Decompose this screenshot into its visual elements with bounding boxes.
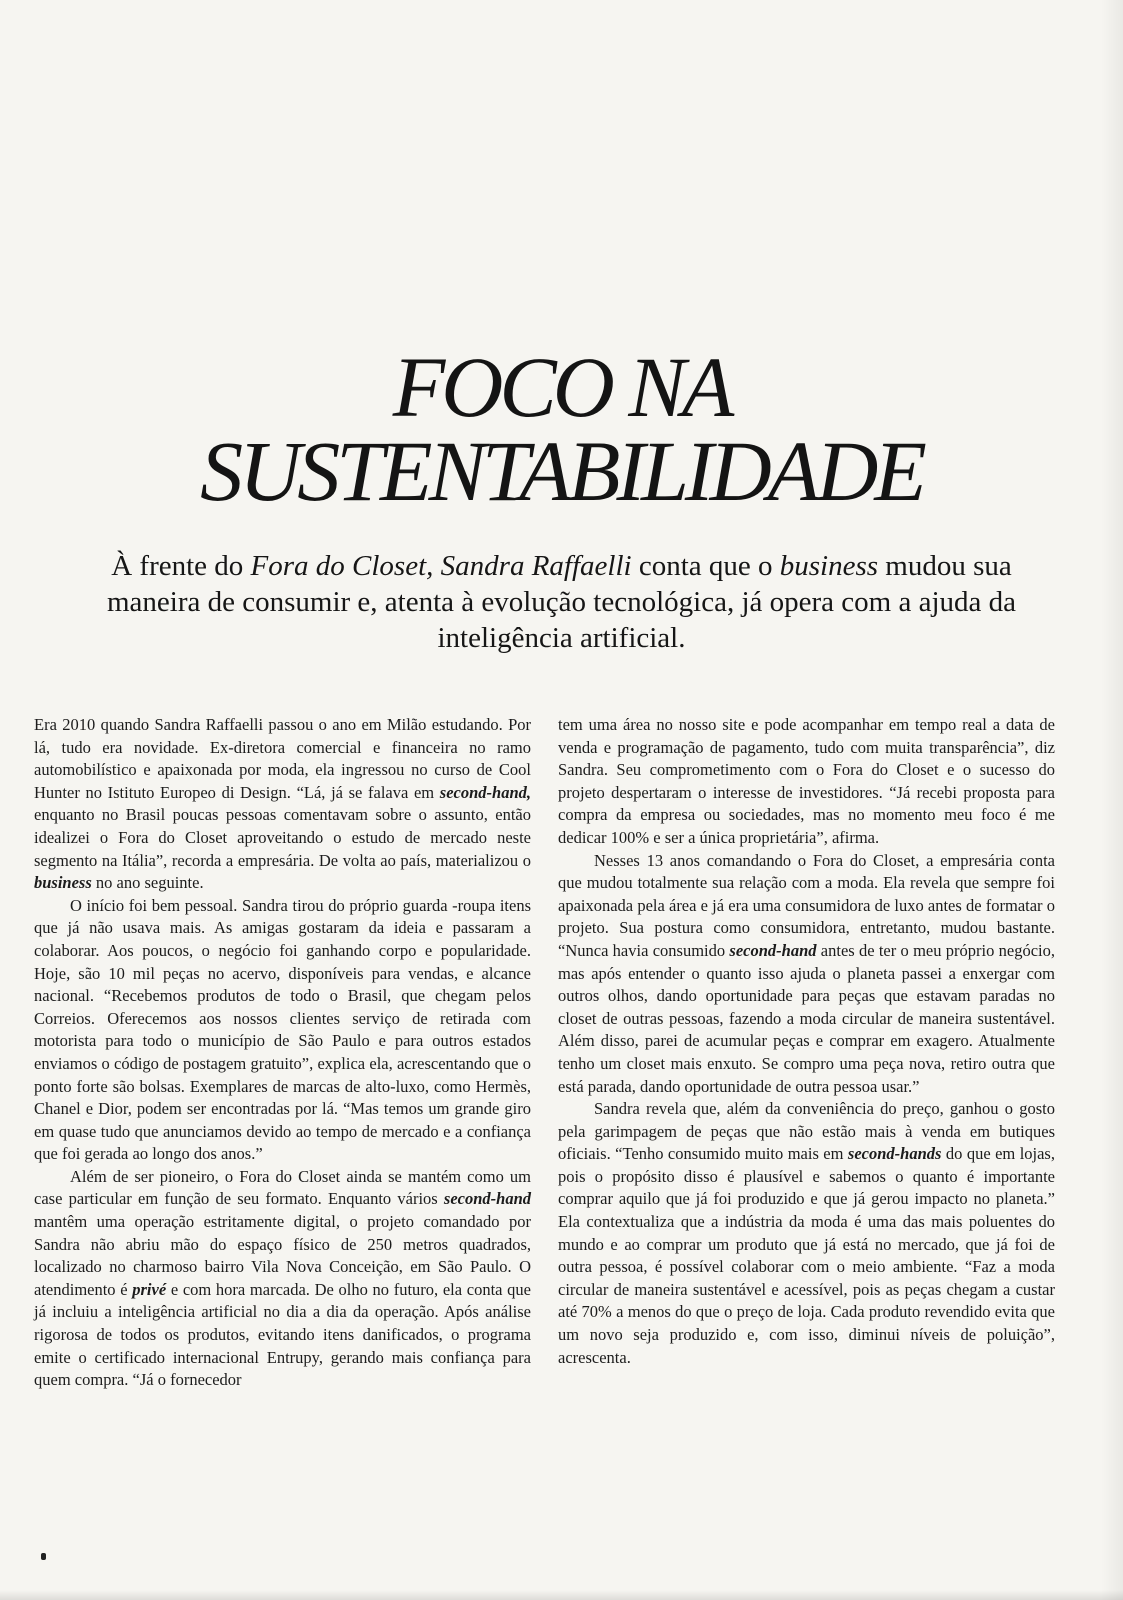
article-title [100,339,1023,519]
right-paragraph-1: tem uma área no nosso site e pode acompanhar em tempo real a data de venda e programação de pagamento, tudo com muita transparência”, diz Sandra. Seu comprometimento com o Fora do Closet e o sucesso do projeto despertaram o interesse de investidores. “Já recebi proposta para compra da empresa ou sociedades, mas no momento meu foco é me dedicar 100% e ser a única proprietária”, afirma. [558,715,1055,847]
left-p1-text-b: enquanto no Brasil poucas pessoas comentavam sobre o assunto, então idealizei o Fora do Closet aproveitando o estudo de mercado neste segmento na Itália”, recorda a empresária. De volta ao país, materializou o [34,805,531,870]
left-p1-emphasis-1: second-hand, [439,782,531,802]
body-column-right [558,714,1055,1369]
left-paragraph-3 [34,1166,531,1392]
body-column-left [34,714,531,1392]
left-p3-text-a: Além de ser pioneiro, o Fora do Closet ainda se mantém como um case particular em função de seu formato. Enquanto vários [34,1166,531,1209]
left-paragraph-1 [34,714,531,895]
right-p2-text-b: antes de ter o meu próprio negócio, mas após entender o quanto isso ajuda o planeta passei a enxergar com outros olhos, dando oportunidade para peças que estavam paradas no closet de outras pessoas, fazendo a moda circular de maneira sustentável. Além disso, parei de acumular peças e comprar em exagero. Atualmente tenho um closet mais enxuto. Se compro uma peça nova, retiro outra que está parada, dando oportunidade de outra pessoa usar.” [558,940,1055,1096]
left-p3-emphasis-2: privé [132,1279,167,1299]
left-p1-emphasis-2: business [34,873,92,893]
right-p2-emphasis-1: second-hand [729,940,817,960]
page-bottom-shadow [0,1590,1123,1600]
right-p3-emphasis-1: second-hands [847,1144,942,1164]
title-line-1: FOCO NA [392,339,731,435]
right-paragraph-3 [558,1098,1055,1369]
deck-text-4: mudou sua maneira de consumir e, atenta à evolução tecnológica, já opera com a ajuda da inteligência artificial. [106,550,1017,654]
left-p3-text-c: e com hora marcada. De olho no futuro, ela conta que já incluiu a inteligência artificial no dia a dia da operação. Após análise rigorosa de todos os produtos, evitando itens danificados, o programa emite o certificado internacional Entrupy, gerando mais confiança para quem compra. “Já o fornecedor [34,1279,531,1390]
article-deck [90,548,1033,656]
title-line-2: SUSTENTABILIDADE [200,423,923,519]
right-p3-text-b: do que em lojas, pois o propósito disso é plausível e sabemos o quanto é importante comprar aquilo que já foi produzido e que já gerou impacto no planeta.” Ela contextualiza que a indústria da moda é uma das mais poluentes do mundo e ao comprar um produto que já está no mercado, que já foi de outra pessoa, é possível colaborar com o meio ambiente. “Faz a moda circular de maneira sustentável e acessível, pois as peças chegam a custar até 70% a menos do que o preço de loja. Cada produto revendido evita que um novo seja produzido e, com isso, diminui níveis de poluição”, acrescenta. [558,1144,1055,1367]
deck-business-word: business [779,550,879,582]
right-paragraph-2 [558,850,1055,1099]
right-p2-text-a: Nesses 13 anos comandando o Fora do Closet, a empresária conta que mudou totalmente sua relação com a moda. Ela revela que sempre foi apaixonada pela área e já era uma consumidora de luxo antes de formatar o projeto. Sua postura como consumidora, entretanto, mudou bastante. “Nunca havia consumido [558,850,1055,960]
deck-text-1: À frente do [111,550,251,582]
deck-person-name: Sandra Raffaelli [440,550,632,582]
left-p3-emphasis-1: second-hand [443,1189,531,1209]
left-p1-text-c: no ano seguinte. [91,873,204,893]
left-paragraph-2: O início foi bem pessoal. Sandra tirou do próprio guarda -roupa itens que já não usava mais. As amigas gostaram da ideia e passaram a colaborar. Aos poucos, o negócio foi ganhando corpo e popularidade. Hoje, são 10 mil peças no acervo, disponíveis para vendas, e alcance nacional. “Recebemos produtos de todo o Brasil, que chegam pelos Correios. Oferecemos aos nossos clientes serviço de retirada com motorista para todo o município de São Paulo e para outros estados enviamos o código de postagem gratuito”, explica ela, acrescentando que o ponto forte são bolsas. Exemplares de marcas de alto-luxo, como Hermès, Chanel e Dior, podem ser encontradas por lá. “Mas temos um grande giro em quase tudo que anunciamos devido ao tempo de mercado e a confiança que foi gerada ao longo dos anos.” [34,895,531,1164]
deck-brand-name: Fora do Closet, [250,550,434,582]
deck-text-2 [433,550,440,582]
deck-text-3: conta que o [631,550,780,582]
page-edge-shadow [1101,0,1123,1600]
page-ink-dot [41,1553,46,1560]
right-p3-text-a: Sandra revela que, além da conveniência do preço, ganhou o gosto pela garimpagem de peças que não estão mais à venda em butiques oficiais. “Tenho consumido muito mais em [558,1099,1055,1164]
left-p1-text-a: Era 2010 quando Sandra Raffaelli passou o ano em Milão estudando. Por lá, tudo era novidade. Ex-diretora comercial e financeira no ramo automobilístico e apaixonada por moda, ela ingressou no curso de Cool Hunter no Istituto Europeo di Design. “Lá, já se falava em [34,715,531,802]
left-p3-text-b: mantêm uma operação estritamente digital, o projeto comandado por Sandra não abriu mão do espaço físico de 250 metros quadrados, localizado no charmoso bairro Vila Nova Conceição, em São Paulo. O atendimento é [34,1212,531,1299]
